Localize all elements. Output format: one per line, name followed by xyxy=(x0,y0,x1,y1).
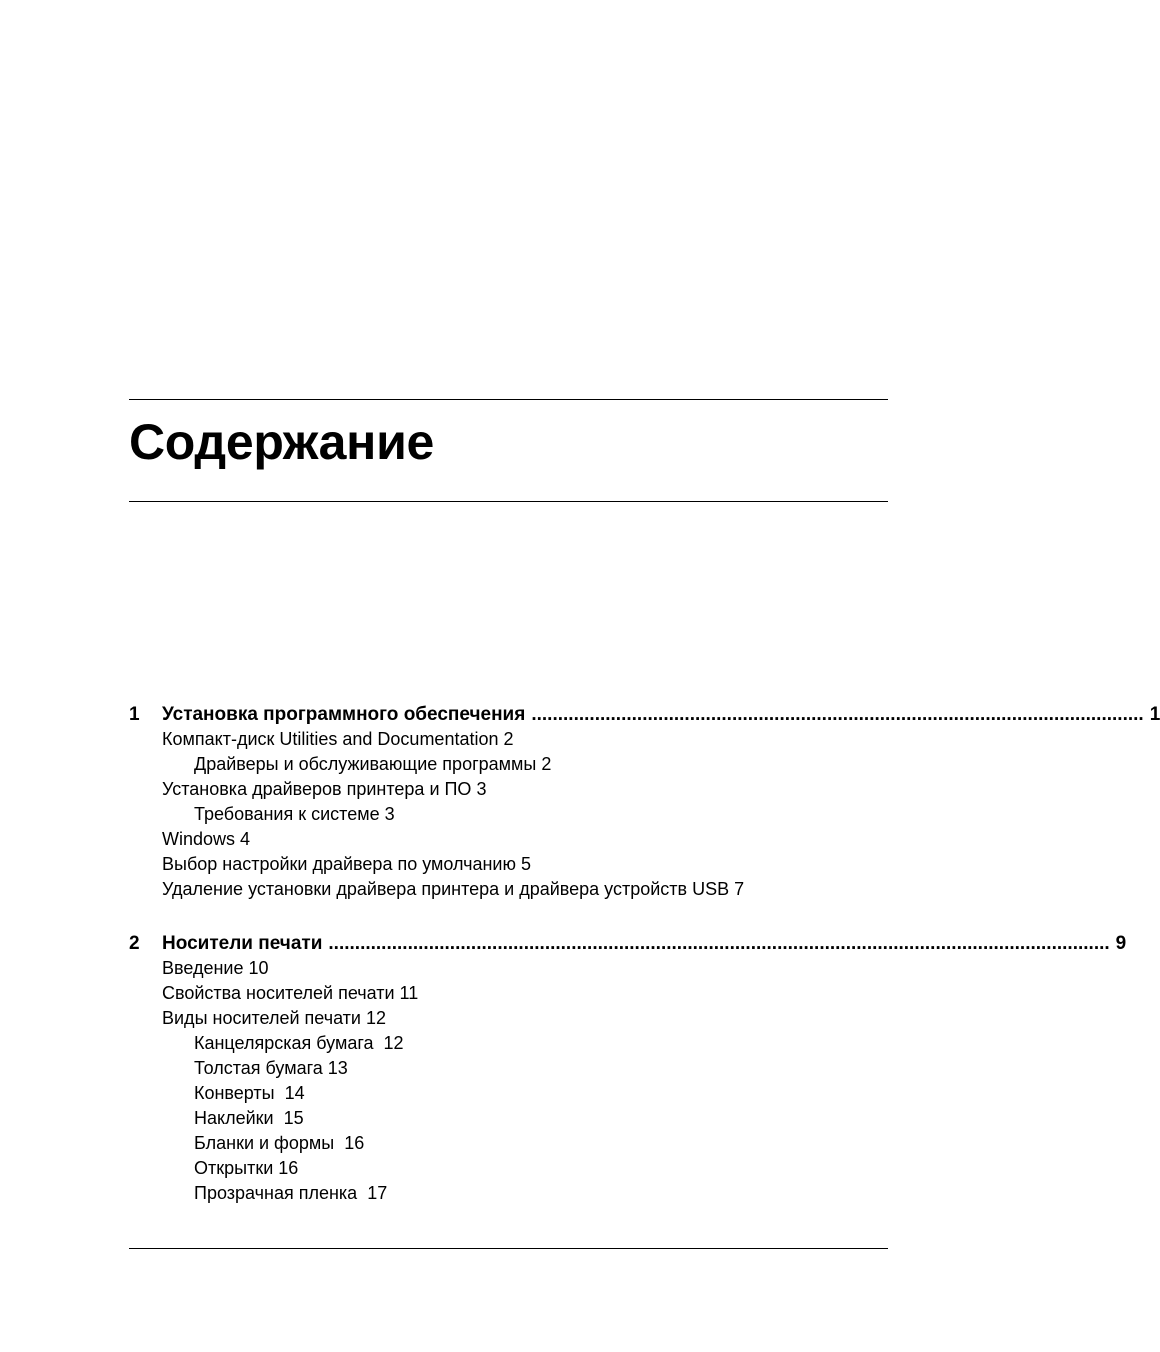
toc-entry[interactable]: Windows 4 xyxy=(162,829,251,849)
chapter-title: Носители печати xyxy=(162,933,323,954)
table-of-contents xyxy=(129,702,1160,1206)
toc-subentry[interactable]: Толстая бумага 13 xyxy=(194,1058,348,1078)
toc-subentry[interactable]: Драйверы и обслуживающие программы 2 xyxy=(194,754,552,774)
toc-subentry[interactable]: Прозрачная пленка 17 xyxy=(194,1183,388,1203)
page-title: Содержание xyxy=(129,414,435,470)
toc-subentry[interactable]: Открытки 16 xyxy=(194,1158,299,1178)
top-rule xyxy=(129,399,888,400)
toc-entry[interactable]: Компакт-диск Utilities and Documentation 2 xyxy=(162,729,514,749)
toc-subentry[interactable]: Требования к системе 3 xyxy=(194,804,395,824)
title-underline-rule xyxy=(129,501,888,502)
toc-chapter-2[interactable] xyxy=(129,931,1127,956)
toc-entry[interactable]: Введение 10 xyxy=(162,958,269,978)
toc-entry[interactable]: Выбор настройки драйвера по умолчанию 5 xyxy=(162,854,531,874)
chapter-title: Установка программного обеспечения xyxy=(162,704,526,725)
toc-subentry[interactable]: Конверты 14 xyxy=(194,1083,305,1103)
bottom-rule xyxy=(129,1248,888,1249)
toc-subentry[interactable]: Канцелярская бумага 12 xyxy=(194,1033,404,1053)
chapter-number: 2 xyxy=(129,933,140,954)
chapter-number: 1 xyxy=(129,704,140,725)
chapter-page-number: 1 xyxy=(1149,704,1160,725)
toc-subentry[interactable]: Наклейки 15 xyxy=(194,1108,304,1128)
dot-leader: .................................................................................................................................................... xyxy=(328,933,1110,954)
dot-leader: .................................................................................................................... xyxy=(531,704,1144,725)
chapter-spacer xyxy=(129,902,888,931)
chapter-page-number: 9 xyxy=(1115,933,1127,954)
toc-chapter-1[interactable] xyxy=(129,702,1160,727)
toc-entry[interactable]: Установка драйверов принтера и ПО 3 xyxy=(162,779,487,799)
toc-entry[interactable]: Свойства носителей печати 11 xyxy=(162,983,419,1003)
toc-subentry[interactable]: Бланки и формы 16 xyxy=(194,1133,365,1153)
toc-entry[interactable]: Удаление установки драйвера принтера и драйвера устройств USB 7 xyxy=(162,879,745,899)
toc-entry[interactable]: Виды носителей печати 12 xyxy=(162,1008,387,1028)
